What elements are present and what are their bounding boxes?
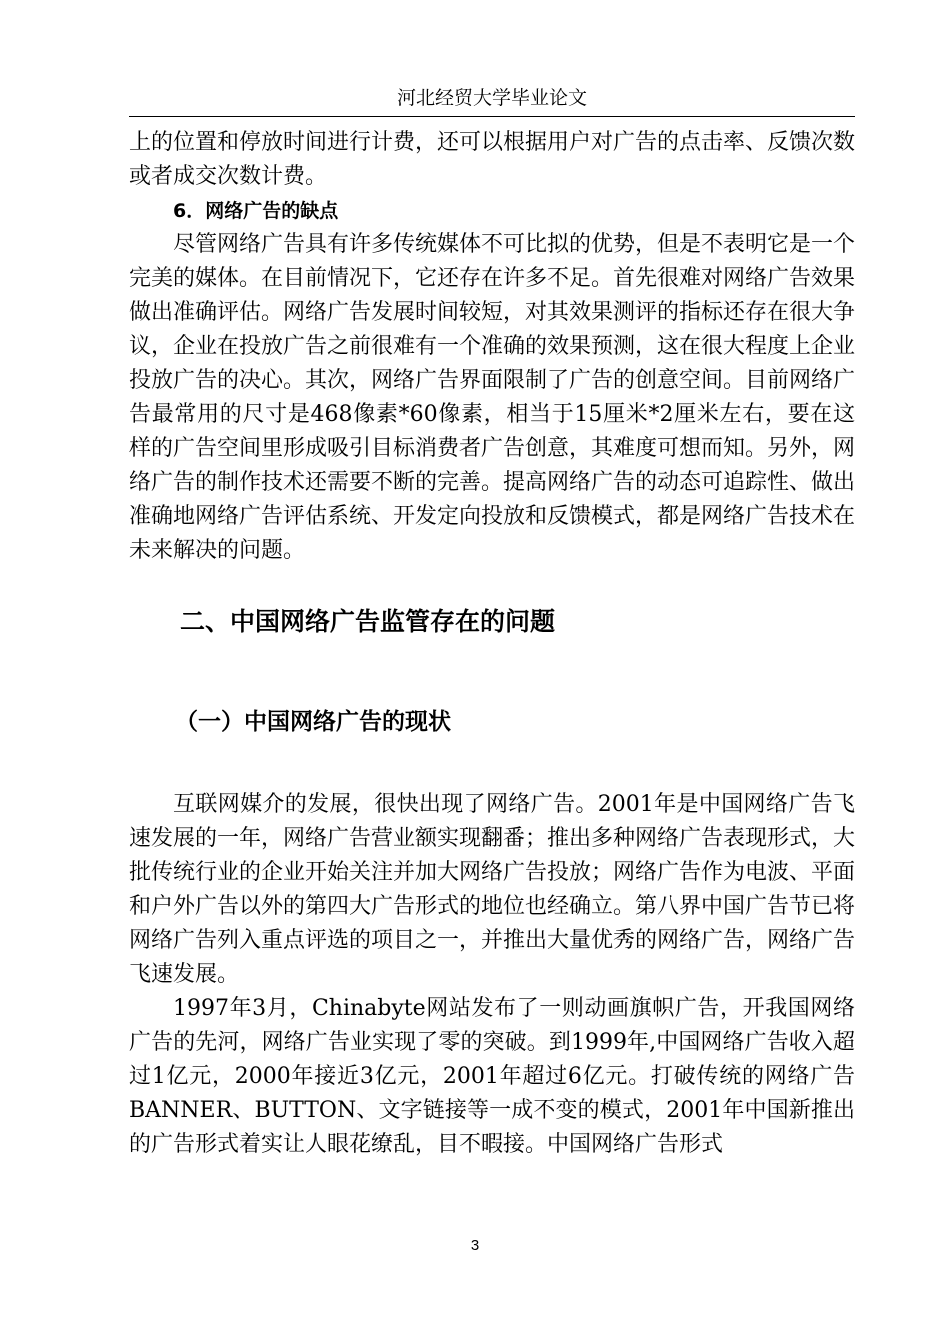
- section-status: [129, 788, 855, 1162]
- paragraph-development: 互联网媒介的发展，很快出现了网络广告。2001年是中国网络广告飞速发展的一年，网络广告营业额实现翻番；推出多种网络广告表现形式，大批传统行业的企业开始关注并加大网络广告投放；网络广告作为电波、平面和户外广告以外的第四大广告形式的地位也经确立。第八界中国广告节已将网络广告列入重点评选的项目之一，并推出大量优秀的网络广告，网络广告飞速发展。: [129, 792, 856, 987]
- section-disadvantages: [129, 126, 855, 568]
- subheading-disadvantages: 6．网络广告的缺点: [173, 200, 339, 222]
- section-title: （一）中国网络广告的现状: [175, 709, 451, 735]
- running-header: 河北经贸大学毕业论文: [129, 80, 855, 117]
- paragraph-history: 1997年3月，Chinabyte网站发布了一则动画旗帜广告，开我国网络广告的先河，网络广告业实现了零的突破。到1999年,中国网络广告收入超过1亿元，2000年接近3亿元，2001年超过6亿元。打破传统的网络广告BANNER、BUTTON、文字链接等一成不变的模式，2001年中国新推出的广告形式着实让人眼花缭乱，目不暇接。中国网络广告形式: [129, 996, 855, 1157]
- page-number: 3: [470, 1237, 480, 1254]
- paragraph-disadvantages: 尽管网络广告具有许多传统媒体不可比拟的优势，但是不表明它是一个完美的媒体。在目前情况下，它还存在许多不足。首先很难对网络广告效果做出准确评估。网络广告发展时间较短，对其效果测评的指标还存在很大争议，企业在投放广告之前很难有一个准确的效果预测，这在很大程度上企业投放广告的决心。其次，网络广告界面限制了广告的创意空间。目前网络广告最常用的尺寸是468像素*60像素，相当于15厘米*2厘米左右，要在这样的广告空间里形成吸引目标消费者广告创意，其难度可想而知。另外，网络广告的制作技术还需要不断的完善。提高网络广告的动态可追踪性、做出准确地网络广告评估系统、开发定向投放和反馈模式，都是网络广告技术在未来解决的问题。: [129, 232, 856, 563]
- paragraph-continued: 上的位置和停放时间进行计费，还可以根据用户对广告的点击率、反馈次数或者成交次数计费。: [129, 130, 856, 189]
- chapter-title: 二、中国网络广告监管存在的问题: [180, 607, 556, 636]
